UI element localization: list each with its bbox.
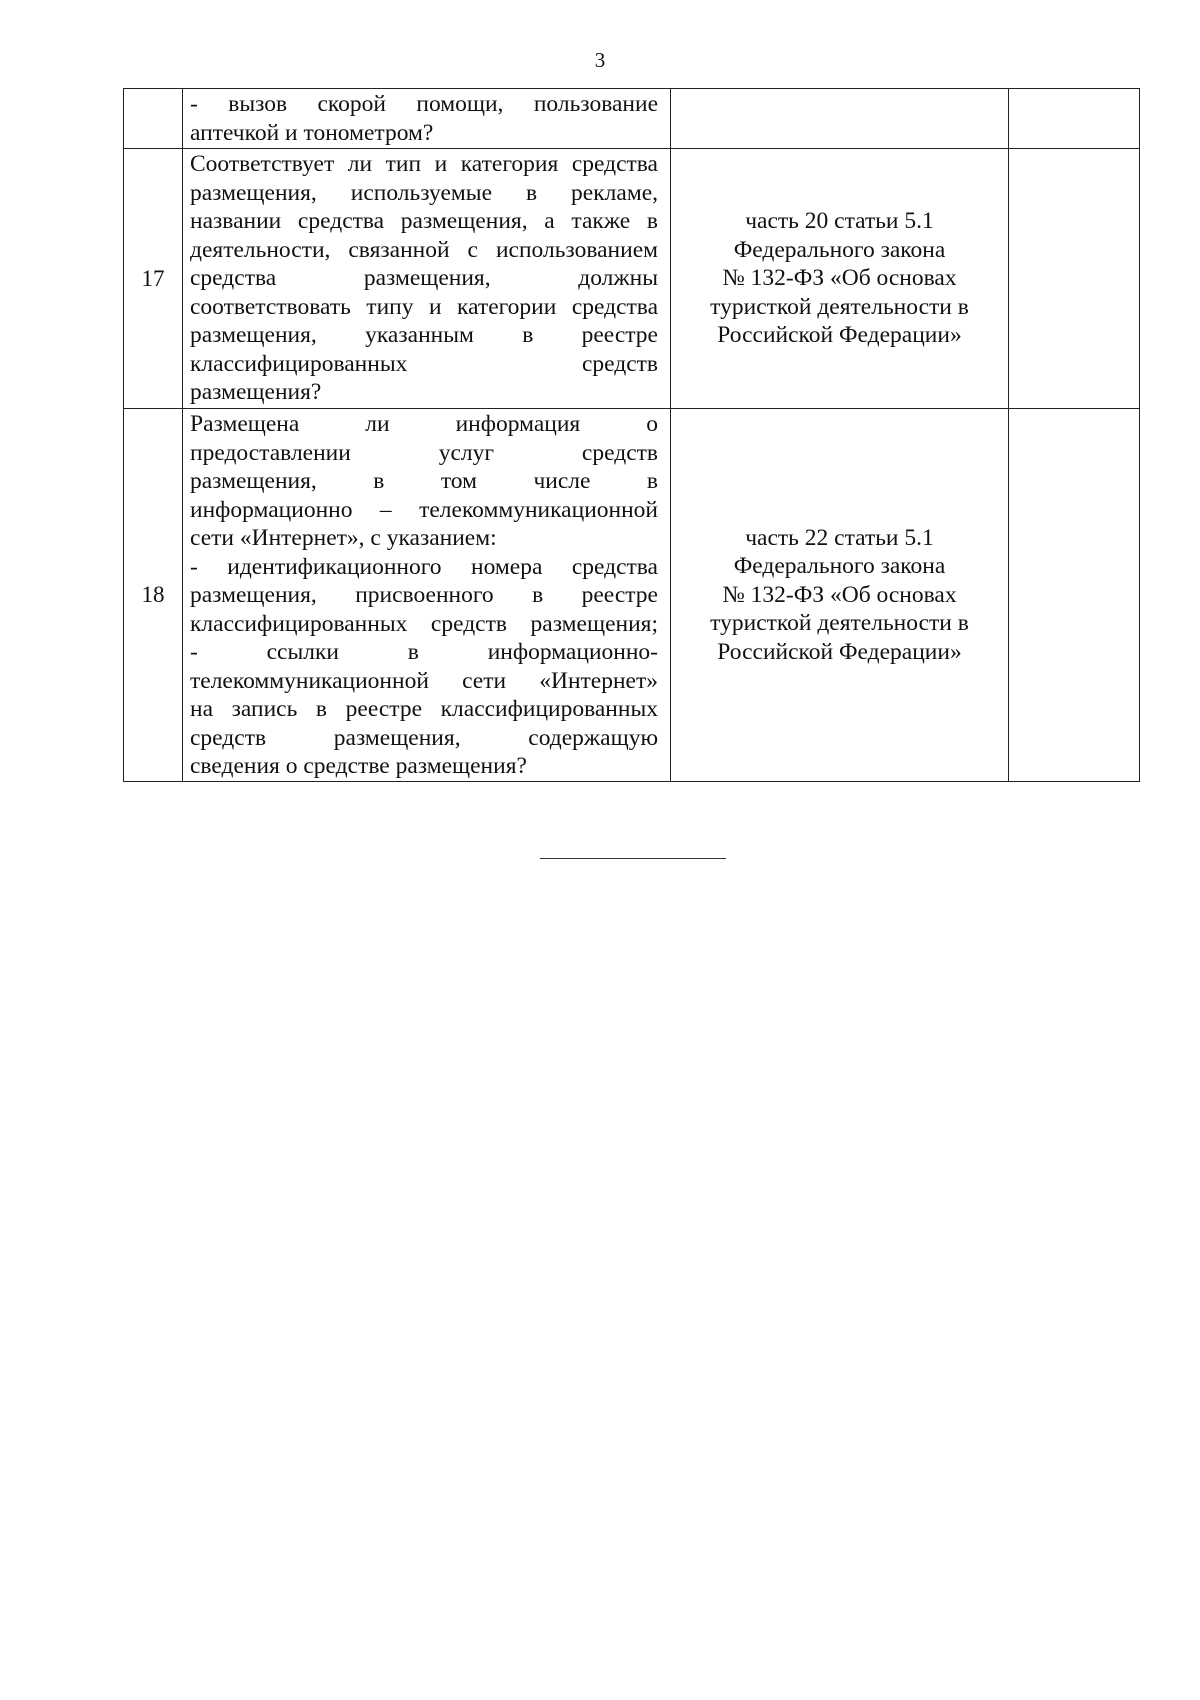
question-line: сведения о средстве размещения?: [190, 753, 527, 779]
question-line: телекоммуникационной сети «Интернет»: [190, 667, 658, 694]
row-number-cell: [124, 89, 183, 149]
legal-reference-cell: [671, 149, 1009, 409]
table-row: [124, 409, 1140, 782]
question-line: предоставлении услуг средств: [190, 439, 658, 466]
question-line: сети «Интернет», с указанием:: [190, 525, 497, 551]
question-line: аптечкой и тонометром?: [190, 119, 434, 146]
question-line: - идентификационного номера средства: [190, 553, 658, 580]
question-line: - ссылки в информационно-: [190, 639, 658, 665]
question-line: деятельности, связанной с использованием: [190, 236, 658, 263]
reference-line: № 132-ФЗ «Об основах: [722, 265, 957, 292]
reference-line: Федерального закона: [733, 553, 946, 579]
answer-cell: [1009, 149, 1140, 409]
answer-cell: [1009, 409, 1140, 782]
row-number-cell: 17: [124, 149, 183, 409]
question-cell: [183, 89, 671, 149]
end-divider-line: [540, 858, 726, 859]
question-line: средства размещения, должны: [190, 265, 658, 291]
page-number: 3: [594, 48, 606, 72]
question-line: размещения, указанным в реестре: [190, 322, 658, 348]
question-line: на запись в реестре классифицированных: [190, 696, 658, 722]
reference-line: Российской Федерации»: [717, 322, 962, 349]
question-line: информационно – телекоммуникационной: [190, 496, 658, 523]
checklist-table: [123, 88, 1140, 782]
reference-line: часть 22 статьи 5.1: [745, 524, 934, 551]
legal-reference-cell: [671, 89, 1009, 149]
reference-line: Российской Федерации»: [717, 638, 962, 665]
reference-line: туристкой деятельности в: [710, 293, 969, 320]
reference-line: туристкой деятельности в: [710, 610, 969, 636]
question-line: средств размещения, содержащую: [190, 724, 658, 751]
question-line: Соответствует ли тип и категория средства: [190, 151, 658, 177]
reference-line: № 132-ФЗ «Об основах: [722, 581, 957, 608]
answer-cell: [1009, 89, 1140, 149]
question-cell: [183, 149, 671, 409]
question-line: размещения, присвоенного в реестре: [190, 582, 658, 608]
question-cell: [183, 409, 671, 782]
table-row: [124, 89, 1140, 149]
question-line: классифицированных средств размещения;: [190, 610, 658, 637]
table-row: [124, 149, 1140, 409]
reference-line: Федерального закона: [733, 236, 946, 263]
question-line: названии средства размещения, а также в: [190, 208, 658, 234]
question-line: размещения, используемые в рекламе,: [190, 179, 658, 206]
question-line: соответствовать типу и категории средства: [190, 293, 658, 320]
legal-reference-cell: [671, 409, 1009, 782]
question-line: размещения?: [190, 379, 322, 405]
question-line: - вызов скорой помощи, пользование: [190, 91, 658, 117]
question-line: размещения, в том числе в: [190, 468, 658, 494]
reference-line: часть 20 статьи 5.1: [745, 208, 934, 235]
question-line: классифицированных средств: [190, 350, 658, 377]
question-line: Размещена ли информация о: [190, 411, 658, 437]
row-number-cell: 18: [124, 409, 183, 782]
